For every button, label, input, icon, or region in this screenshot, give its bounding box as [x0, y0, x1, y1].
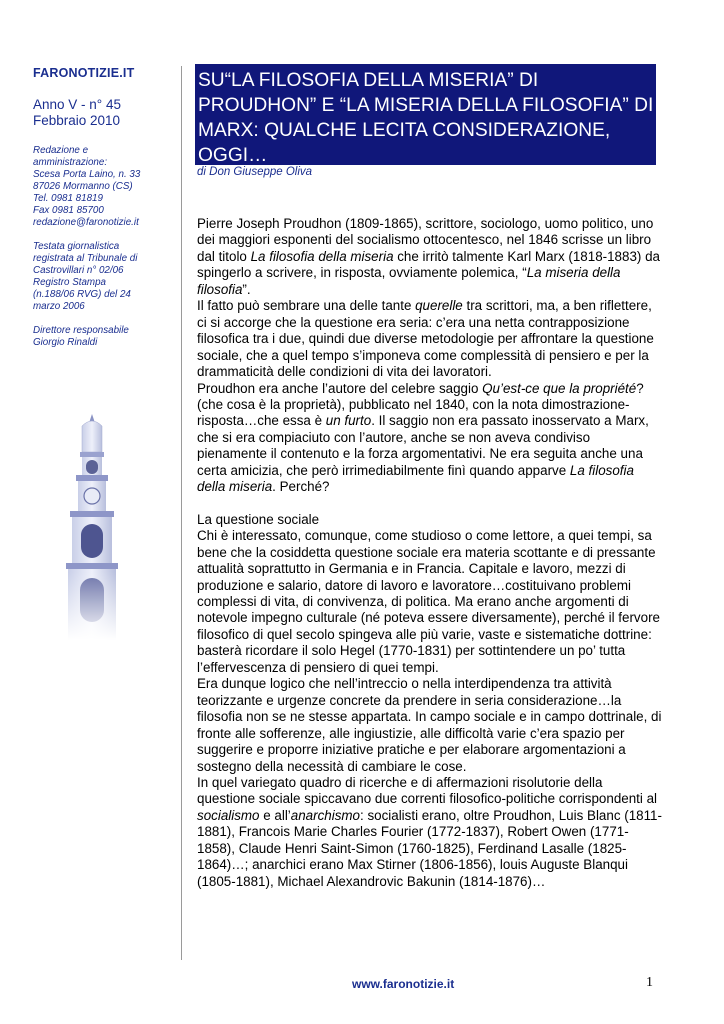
paragraph: Chi è interessato, comunque, come studioso o come lettore, a quei tempi, sa bene che la cosiddetta questione sociale era materia scottante e di pressante attualità soprattutto in Germania e in Francia. Capitale e lavoro, mezzi di produzione e salario, datore di lavoro e lavoratore…costituivano problemi complessi di vita, di convivenza, di politica. Ma erano anche argomenti di notevole impegno culturale (né poteva essere diversamente), perché il fervore filosofico di quel secolo spingeva alle più varie, vaste e sistematiche dottrine: basterà ricordare il solo Hegel (1770-1831) per sottintendere un po’ tutta l’effervescenza di pensiero di quei tempi.: [197, 528, 660, 675]
issue-info: [33, 97, 168, 129]
info-line: registrata al Tribunale di: [33, 253, 138, 264]
footer-website-link[interactable]: www.faronotizie.it: [352, 977, 455, 991]
paragraph: Era dunque logico che nell’intreccio o nella interdipendenza tra attività teorizzante e urgenze concrete da prendere in seria considerazione…la filosofia non se ne stesse appartata. In campo sociale e in campo dottrinale, di fronte alle sofferenze, alle ingiustizie, alle difficoltà varie c’era spazio per suggerire e proporre iniziative pratiche e per elaborare argomentazioni a sostegno della necessità di cambiare le cose.: [197, 676, 662, 774]
brand-name: FARONOTIZIE.IT: [33, 66, 135, 80]
info-line: Testata giornalistica: [33, 241, 120, 252]
publisher-info: [33, 145, 168, 349]
section-heading: La questione sociale: [197, 511, 320, 527]
info-line: amministrazione:: [33, 157, 108, 168]
paragraph: Il fatto può sembrare una delle tante querelle tra scrittori, ma, a ben riflettere, ci si accorge che la questione era seria: c’era una netta contrapposizione filosofica tra i due, quindi due diverse metodologie per affrontare la questione sociale, che a quel tempo s’imponeva come complessità di pensiero e per la drammaticità delle condizioni di vita dei lavoratori.: [197, 298, 654, 380]
direttore-block: [33, 325, 168, 349]
info-line: Fax 0981 85700: [33, 205, 104, 216]
article-body: [197, 216, 663, 890]
info-line: Redazione e: [33, 145, 89, 156]
email-line: redazione@faronotizie.it: [33, 217, 139, 228]
issue-date: Febbraio 2010: [33, 113, 121, 128]
article-title: SU“LA FILOSOFIA DELLA MISERIA” DI PROUDHON” E “LA MISERIA DELLA FILOSOFIA” DI MARX: QUALCHE LECITA CONSIDERAZIONE, OGGI…: [195, 64, 656, 165]
bell-tower-image: [56, 412, 128, 640]
paragraph: In quel variegato quadro di ricerche e di affermazioni risolutorie della questione sociale spiccavano due correnti filosofico-politiche corrispondenti al socialismo e all’anarchismo: socialisti erano, oltre Proudhon, Luis Blanc (1811-1881), Francois Marie Charles Fourier (1772-1837), Robert Owen (1771-1858), Claude Henri Saint-Simon (1760-1825), Ferdinand Lasalle (1825-1864)…; anarchici erano Max Stirner (1806-1856), louis Auguste Blanqui (1805-1881), Michael Alexandrovic Bakunin (1814-1876)…: [197, 774, 662, 889]
info-line: (n.188/06 RVG) del 24: [33, 289, 131, 300]
info-line: Castrovillari n° 02/06: [33, 265, 124, 276]
info-line: Scesa Porta Laino, n. 33: [33, 169, 141, 180]
paragraph: Pierre Joseph Proudhon (1809-1865), scrittore, sociologo, uomo politico, uno dei maggiori esponenti del socialismo ottocentesco, nel 1846 scrisse un libro dal titolo La filosofia della miseria che irritò talmente Karl Marx (1818-1883) da spingerlo a scrivere, in risposta, ovviamente polemica, “La miseria della filosofia”.: [197, 216, 660, 297]
page-number: 1: [646, 975, 653, 990]
info-line: 87026 Mormanno (CS): [33, 181, 133, 192]
sidebar: [33, 66, 168, 361]
info-line: marzo 2006: [33, 301, 85, 312]
info-line: Tel. 0981 81819: [33, 193, 103, 204]
info-line: Direttore responsabile: [33, 325, 129, 336]
paragraph: Proudhon era anche l’autore del celebre saggio Qu’est-ce que la propriété? (che cosa è la proprietà), pubblicato nel 1840, con la nota dimostrazione- risposta…che essa è un furto. Il saggio non era passato inosservato a Marx, che si era compiaciuto con l’autore, anche se non aveva condiviso pienamente il contenuto e la forza argomentativi. Ne era seguita anche una certa amicizia, che però irrimediabilmente finì quando apparve La filosofia della miseria. Perché?: [197, 380, 649, 495]
info-line: Registro Stampa: [33, 277, 106, 288]
issue-number: Anno V - n° 45: [33, 97, 121, 112]
redazione-block: [33, 145, 168, 229]
info-line: Giorgio Rinaldi: [33, 337, 98, 348]
column-divider: [181, 66, 182, 960]
article-author: di Don Giuseppe Oliva: [197, 166, 313, 178]
testata-block: [33, 241, 168, 313]
